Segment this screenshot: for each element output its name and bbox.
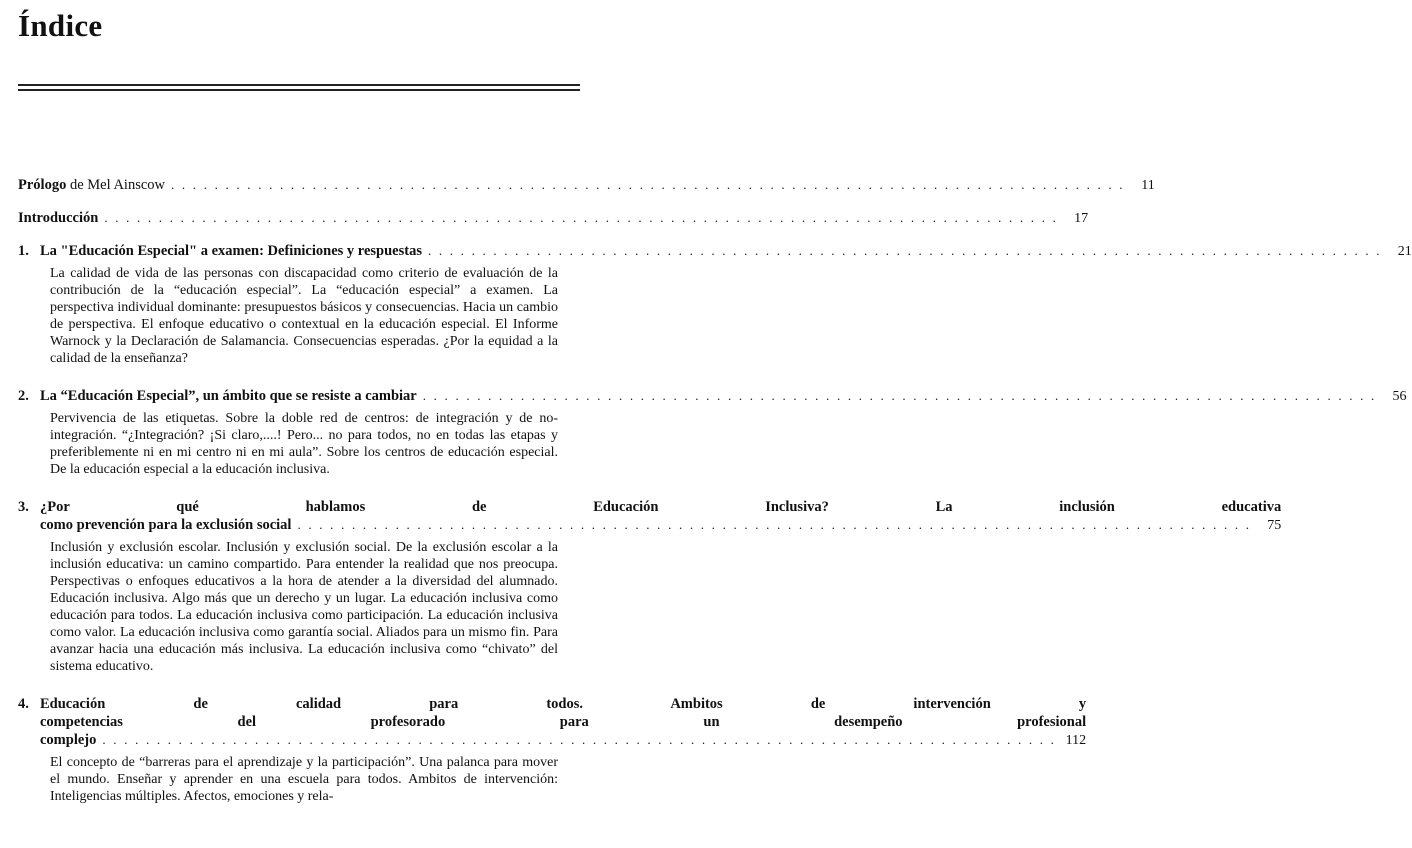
chapter-title-line: ¿Por qué hablamos de Educación Inclusiva? La inclusión educativa — [40, 499, 1282, 515]
chapter-number: 4. — [18, 696, 29, 712]
chapter-title — [40, 387, 1407, 406]
entry-label-bold: Introducción — [18, 210, 99, 226]
dot-leader — [428, 242, 1382, 260]
table-of-contents — [18, 176, 1412, 825]
page-number: 112 — [1065, 733, 1087, 748]
chapter-number: 3. — [18, 499, 29, 515]
dot-leader — [171, 176, 1125, 194]
page-number: 56 — [1392, 389, 1407, 404]
chapter-number: 1. — [18, 243, 29, 259]
dot-leader — [104, 209, 1058, 227]
entry-label-bold: Prólogo — [18, 177, 67, 193]
page-number: 11 — [1141, 178, 1155, 193]
chapter-title — [40, 498, 1281, 535]
chapter-title-line: competencias del profesorado para un desempeño profesional — [40, 714, 1087, 730]
chapter-title — [40, 242, 1412, 261]
toc-entry-chapter-3[interactable] — [18, 498, 1282, 675]
entry-label: de Mel Ainscow — [66, 177, 165, 193]
dot-leader — [297, 516, 1251, 534]
chapter-summary: Pervivencia de las etiquetas. Sobre la doble red de centros: de integración y de no-integración. “¿Integración? ¡Si claro,....! Pero... no para todos, no en todas las etapas y preferiblemente ni en mi centro ni en mi aula”. Sobre los centros de educación especial. De la educación especial a la educación inclusiva. — [50, 411, 558, 477]
chapter-number: 2. — [18, 388, 29, 404]
chapter-title-line: Educación de calidad para todos. Ambitos de intervención y — [40, 696, 1087, 712]
chapter-title-line: complejo — [40, 732, 97, 748]
chapter-heading — [18, 695, 1087, 750]
toc-entry-chapter-2[interactable] — [18, 387, 1407, 478]
page-title: Índice — [18, 8, 103, 43]
chapter-title-line: La “Educación Especial”, un ámbito que se resiste a cambiar — [40, 388, 417, 404]
chapter-title-line: La "Educación Especial" a examen: Definiciones y respuestas — [40, 243, 422, 259]
chapter-heading — [18, 498, 1282, 535]
chapter-list — [18, 242, 1412, 805]
title-rule-top — [18, 84, 580, 86]
chapter-title — [40, 695, 1086, 750]
dot-leader — [423, 387, 1377, 405]
chapter-heading — [18, 387, 1407, 406]
chapter-summary: La calidad de vida de las personas con discapacidad como criterio de evaluación de la contribución de la “educación especial”. La “educación especial” a examen. La perspectiva individual dominante: presupuestos básicos y consecuencias. Hacia un cambio de perspectiva. El enfoque educativo o contextual en la educación especial. El Informe Warnock y la Declaración de Salamancia. Consecuencias esperadas. ¿Por la equidad a la calidad de la enseñanza? — [50, 266, 558, 366]
toc-entry-prologue[interactable] — [18, 176, 1155, 195]
page-number: 17 — [1074, 211, 1089, 226]
chapter-title-line: como prevención para la exclusión social — [40, 517, 292, 533]
toc-entry-chapter-4[interactable] — [18, 695, 1087, 805]
toc-entry-chapter-1[interactable] — [18, 242, 1412, 367]
page-number: 75 — [1267, 518, 1282, 533]
chapter-heading — [18, 242, 1412, 261]
dot-leader — [102, 731, 1056, 749]
title-rule-bottom — [18, 89, 580, 91]
chapter-summary: Inclusión y exclusión escolar. Inclusión y exclusión social. De la exclusión escolar a la inclusión educativa: un camino compartido. Para entender la realidad que nos preocupa. Perspectivas o enfoques educativos a la hora de atender a la diversidad del alumnado. Educación inclusiva. Algo más que un derecho y un lugar. La educación inclusiva como educación para todos. La educación inclusiva como participación. La educación inclusiva como valor. La educación inclusiva como garantía social. Aliados para un mismo fin. Para avanzar hacia una educación más inclusiva. La educación inclusiva como “chivato” del sistema educativo. — [50, 540, 558, 674]
chapter-summary: El concepto de “barreras para el aprendizaje y la participación”. Una palanca para mover el mundo. Enseñar y aprender en una escuela para todos. Ambitos de intervención: Inteligencias múltiples. Afectos, emociones y rela- — [50, 755, 558, 804]
page-number: 21 — [1397, 244, 1412, 259]
toc-entry-introduction[interactable] — [18, 209, 1089, 228]
